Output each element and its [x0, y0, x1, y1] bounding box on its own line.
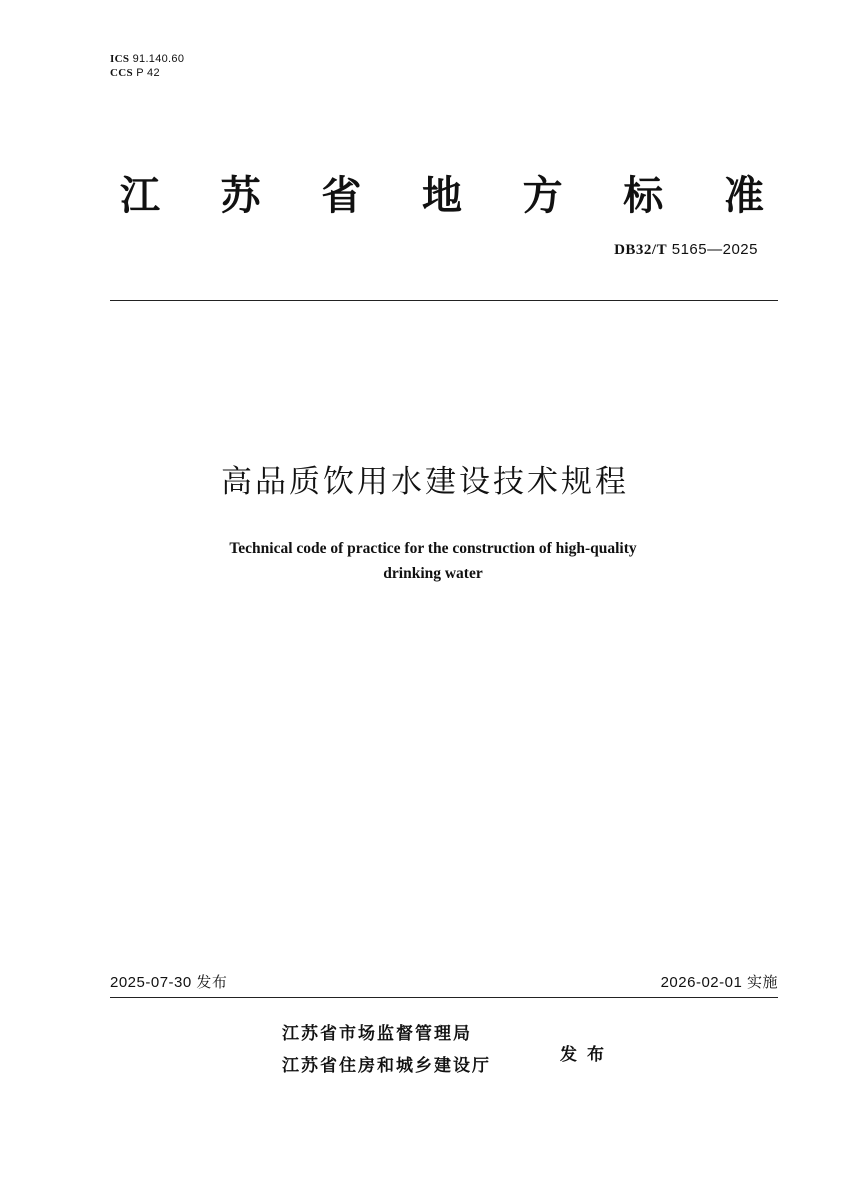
title-char: 方: [522, 172, 563, 219]
issue-date: 2025-07-30 发布: [110, 974, 228, 991]
ics-value: 91.140.60: [132, 53, 185, 65]
title-char: 省: [321, 172, 362, 219]
title-char: 地: [421, 172, 462, 219]
ics-label: ICS: [110, 53, 130, 65]
implementation-date: 2026-02-01 实施: [660, 974, 778, 991]
title-char: 准: [723, 172, 764, 219]
issuer-housing-construction: 江苏省住房和城乡建设厅: [282, 1056, 491, 1076]
title-char: 苏: [220, 172, 261, 219]
publish-label: 发布: [560, 1045, 614, 1065]
ccs-value: P 42: [136, 67, 160, 79]
title-char: 江: [120, 172, 160, 219]
ccs-label: CCS: [110, 67, 133, 79]
ics-code: [110, 52, 184, 66]
top-divider: [110, 300, 778, 301]
standard-number-value: 5165—2025: [671, 241, 758, 258]
standard-type-title: [110, 164, 778, 220]
english-title-line-2: drinking water: [383, 565, 483, 582]
standard-number: [614, 241, 758, 259]
issuing-authorities: [282, 1018, 491, 1082]
title-char: 标: [623, 172, 664, 219]
document-title-english: [0, 536, 850, 586]
bottom-divider: [110, 997, 778, 998]
ccs-code: [110, 66, 184, 80]
issuer-market-regulation: 江苏省市场监督管理局: [282, 1024, 472, 1044]
document-title-chinese: 高品质饮用水建设技术规程: [221, 464, 629, 500]
classification-codes: [110, 52, 184, 80]
standard-number-prefix: DB32/T: [614, 242, 668, 258]
english-title-line-1: Technical code of practice for the construction of high-quality: [229, 540, 637, 557]
